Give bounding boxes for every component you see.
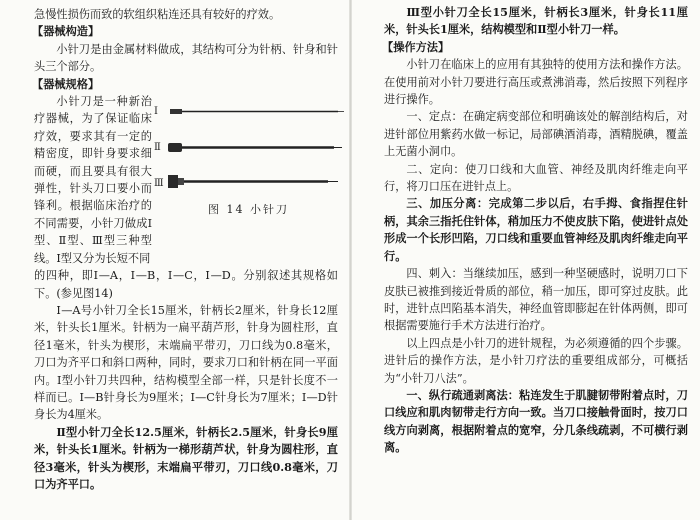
label-type1: Ⅰ xyxy=(154,106,158,118)
figure-needle-knife xyxy=(154,97,348,219)
figure-caption: 图 14 小针刀 xyxy=(208,203,289,217)
needle-type2 xyxy=(168,143,342,152)
paragraph-spec: 小针刀是一种新治疗器械，为了保证临床疗效，要求其有一定的精密度，即针身要求细而硬，而且要具有很大弹性，针头刀口要小而锋利。根据临床治疗的不同需要，小针刀做成Ⅰ型、Ⅱ型、Ⅲ型三种型线。Ⅰ型又分为长短不同 xyxy=(34,95,152,265)
paragraph-type1: Ⅰ—A号小针刀全长15厘米，针柄长2厘米，针身长12厘米，针头长1厘米。针柄为一扁平葫芦形，针身为圆柱形，直径1毫米，针头为楔形，末端扁平带刃，刀口线为0.8毫米，刀口为齐平口和斜口两种，同时，要求刀口和针柄在同一平面内。Ⅰ型小针刀共四种，结构模型全部一样，只是针长度不一样而已。Ⅰ—B针身长为9厘米；Ⅰ—C针身长为7厘米；Ⅰ—D针身长为4厘米。 xyxy=(34,303,338,422)
continued-line: 急慢性损伤而致的软组织粘连还具有较好的疗效。 xyxy=(34,8,281,21)
paragraph-method1: 一、纵行疏通剥离法：粘连发生于肌腱韧带附着点时，刀口线应和肌肉韧带走行方向一致。当刀口接触骨面时，按刀口线方向剥离，根据附着点的宽窄，分几条线疏剥，不可横行剥离。 xyxy=(384,387,688,455)
left-page xyxy=(0,0,348,520)
heading-spec: 【器械规格】 xyxy=(32,76,100,91)
spec-with-figure xyxy=(34,93,338,267)
paragraph-type2: Ⅱ型小针刀全长12.5厘米，针柄长2.5厘米，针身长9厘米，针头长1厘米。针柄为一梯形葫芦状，针身为圆柱形，直径3毫米，针头为楔形，末端扁平带刃，刀口线0.8毫米，刀口为齐平口。 xyxy=(34,424,338,491)
paragraph-step1: 一、定点：在确定病变部位和明确该处的解剖结构后，对进针部位用紫药水做一标记，局部碘酒消毒，酒精脱碘，覆盖上无菌小洞巾。 xyxy=(384,110,688,159)
right-page xyxy=(352,0,700,520)
needle-type3 xyxy=(168,175,338,188)
paragraph-step2: 二、定向：使刀口线和大血管、神经及肌肉纤维走向平行，将刀口压在进针点上。 xyxy=(384,162,688,194)
label-type3: Ⅲ xyxy=(154,178,164,190)
paragraph-summary: 以上四点是小针刀的进针规程，为必须遵循的四个步骤。进针后的操作方法，是小针刀疗法的重要组成部分，可概括为“小针刀八法”。 xyxy=(384,336,688,385)
heading-structure: 【器械构造】 xyxy=(32,24,100,39)
paragraph-step4: 四、刺入：当继续加压，感到一种坚硬感时，说明刀口下皮肤已被推到接近骨质的部位，稍一加压，即可穿过皮肤。此时，进针点凹陷基本消失，神经血管即膨起在针体两侧，即可根据需要施行手术方法进行治疗。 xyxy=(384,267,688,333)
paragraph-spec-rest: 的四种，即Ⅰ—A，Ⅰ—B，Ⅰ—C，Ⅰ—D。分别叙述其规格如下。(参见图14) xyxy=(34,269,338,300)
paragraph-step3: 三、加压分离：完成第二步以后，右手拇、食指捏住针柄，其余三指托住针体，稍加压力不使皮肤下陷，使进针点处形成一个长形凹陷，刀口线和重要血管神经及肌肉纤维走向平行。 xyxy=(384,196,688,263)
needle-type1 xyxy=(170,109,344,114)
label-type2: Ⅱ xyxy=(154,142,161,154)
heading-method: 【操作方法】 xyxy=(382,39,450,54)
paragraph-type3: Ⅲ型小针刀全长15厘米，针柄长3厘米，针身长11厘米，针头长1厘米，结构模型和Ⅱ型小针刀一样。 xyxy=(384,5,688,37)
needle-knife-illustration xyxy=(162,97,348,197)
paragraph-structure: 小针刀是由金属材料做成，其结构可分为针柄、针身和针头三个部分。 xyxy=(34,42,338,74)
paragraph-method-intro: 小针刀在临床上的应用有其独特的使用方法和操作方法。在使用前对小针刀要进行高压或煮沸消毒，然后按照下列程序进行操作。 xyxy=(384,58,688,107)
